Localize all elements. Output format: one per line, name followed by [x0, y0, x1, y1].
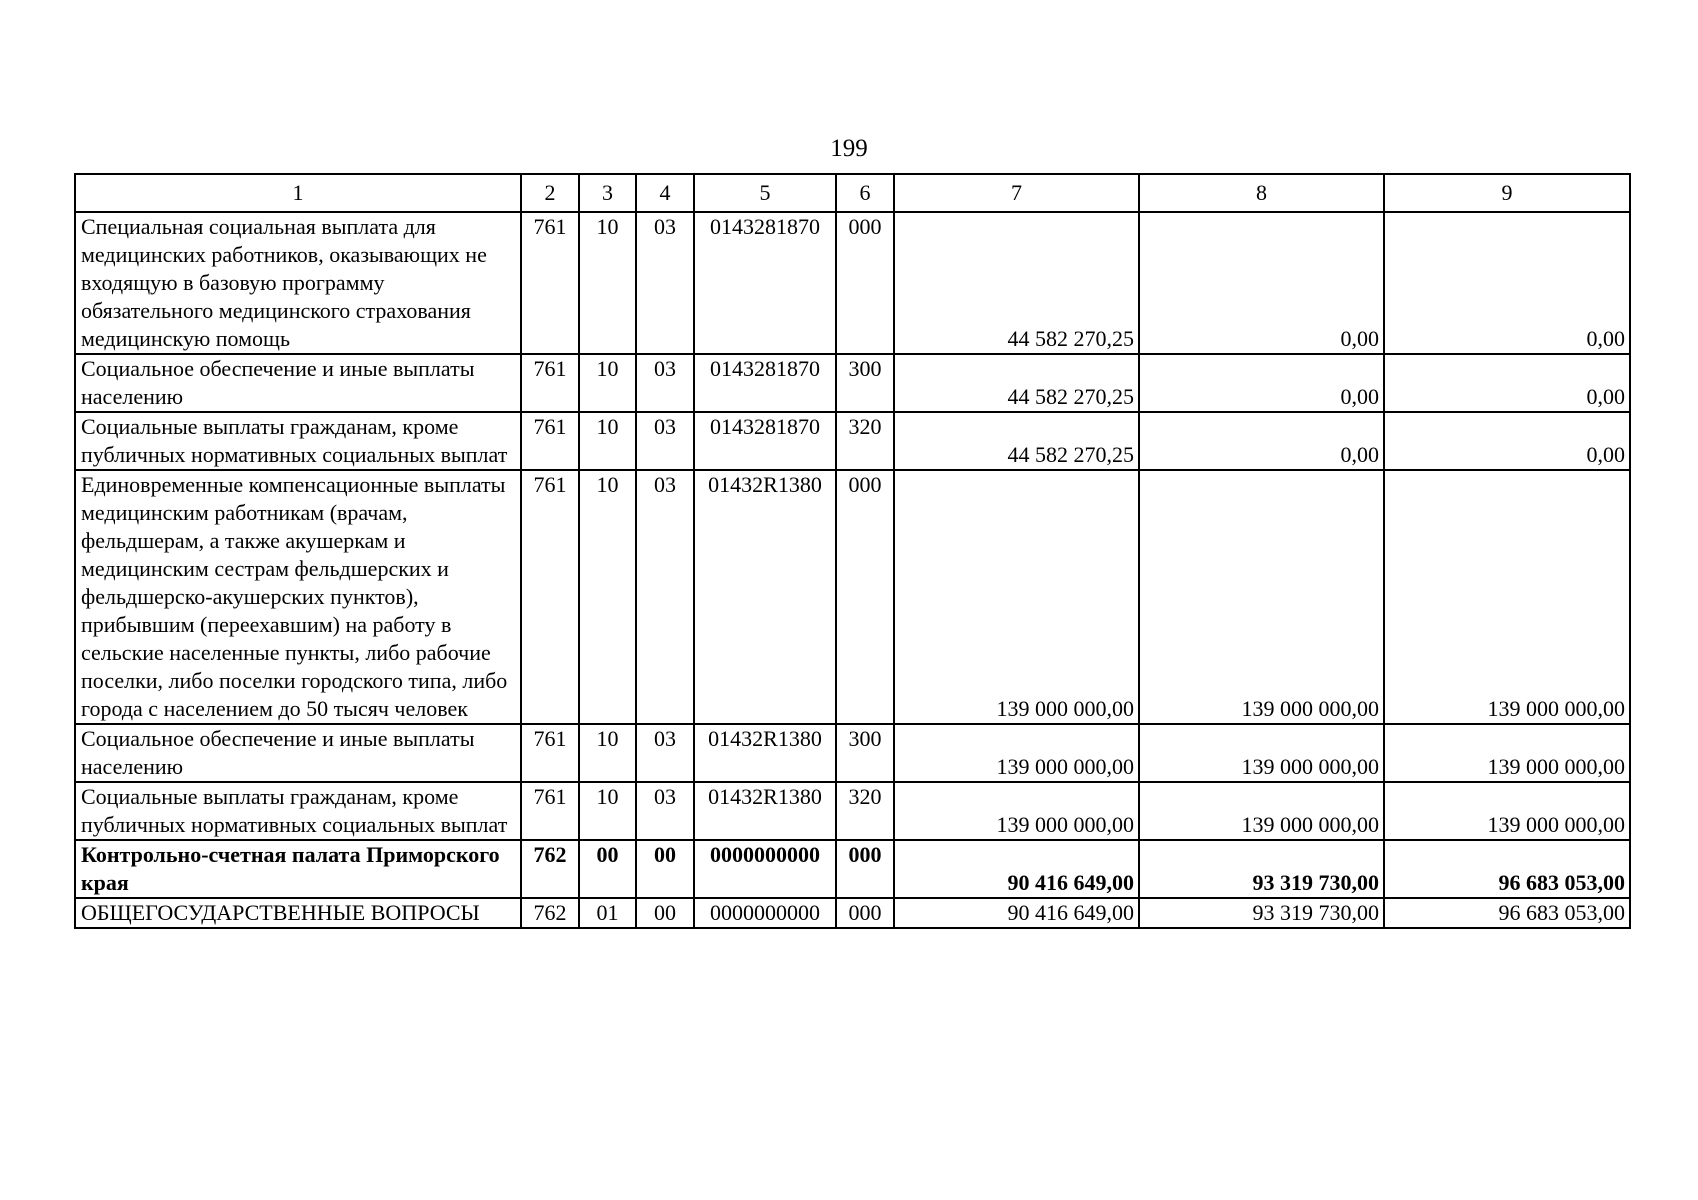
code-cell: 03: [636, 412, 694, 470]
code-cell: 03: [636, 782, 694, 840]
code-cell: 01432R1380: [694, 724, 836, 782]
header-cell: 5: [694, 174, 836, 212]
code-cell: 761: [521, 354, 579, 412]
amount-cell: 44 582 270,25: [894, 354, 1139, 412]
code-cell: 320: [836, 412, 894, 470]
header-cell: 6: [836, 174, 894, 212]
code-cell: 10: [579, 470, 636, 724]
amount-cell: 0,00: [1384, 212, 1630, 354]
code-cell: 761: [521, 782, 579, 840]
row-name: Специальная социальная выплата для медицинских работников, оказывающих не входящую в базовую программу обязательного медицинского страхования медицинскую помощь: [75, 212, 521, 354]
amount-cell: 93 319 730,00: [1139, 840, 1384, 898]
table-row: [75, 354, 1630, 412]
code-cell: 03: [636, 470, 694, 724]
code-cell: 10: [579, 212, 636, 354]
amount-cell: 139 000 000,00: [894, 724, 1139, 782]
row-name: Контрольно-счетная палата Приморского края: [75, 840, 521, 898]
code-cell: 000: [836, 898, 894, 928]
code-cell: 761: [521, 412, 579, 470]
code-cell: 01432R1380: [694, 782, 836, 840]
amount-cell: 96 683 053,00: [1384, 840, 1630, 898]
header-cell: 9: [1384, 174, 1630, 212]
code-cell: 000: [836, 470, 894, 724]
row-name: Социальное обеспечение и иные выплаты населению: [75, 724, 521, 782]
code-cell: 300: [836, 724, 894, 782]
page-number: 199: [830, 135, 868, 162]
amount-cell: 139 000 000,00: [1139, 470, 1384, 724]
amount-cell: 0,00: [1139, 354, 1384, 412]
code-cell: 762: [521, 898, 579, 928]
code-cell: 761: [521, 212, 579, 354]
code-cell: 320: [836, 782, 894, 840]
code-cell: 761: [521, 724, 579, 782]
header-cell: 2: [521, 174, 579, 212]
code-cell: 03: [636, 354, 694, 412]
amount-cell: 96 683 053,00: [1384, 898, 1630, 928]
budget-table: [74, 173, 1631, 929]
amount-cell: 139 000 000,00: [1384, 470, 1630, 724]
header-cell: 3: [579, 174, 636, 212]
header-cell: 4: [636, 174, 694, 212]
code-cell: 300: [836, 354, 894, 412]
table-row: [75, 212, 1630, 354]
code-cell: 000: [836, 212, 894, 354]
amount-cell: 0,00: [1384, 412, 1630, 470]
code-cell: 10: [579, 412, 636, 470]
header-row: [75, 174, 1630, 212]
table-row: [75, 898, 1630, 928]
code-cell: 761: [521, 470, 579, 724]
code-cell: 00: [579, 840, 636, 898]
code-cell: 10: [579, 354, 636, 412]
amount-cell: 0,00: [1384, 354, 1630, 412]
code-cell: 762: [521, 840, 579, 898]
header-cell: 1: [75, 174, 521, 212]
code-cell: 0000000000: [694, 898, 836, 928]
row-name: Социальные выплаты гражданам, кроме публичных нормативных социальных выплат: [75, 412, 521, 470]
code-cell: 0143281870: [694, 354, 836, 412]
amount-cell: 139 000 000,00: [894, 470, 1139, 724]
code-cell: 0143281870: [694, 212, 836, 354]
row-name: Социальные выплаты гражданам, кроме публичных нормативных социальных выплат: [75, 782, 521, 840]
table-row-total: [75, 840, 1630, 898]
code-cell: 00: [636, 898, 694, 928]
amount-cell: 0,00: [1139, 212, 1384, 354]
code-cell: 01: [579, 898, 636, 928]
row-name: Социальное обеспечение и иные выплаты населению: [75, 354, 521, 412]
code-cell: 0000000000: [694, 840, 836, 898]
amount-cell: 139 000 000,00: [1139, 782, 1384, 840]
amount-cell: 44 582 270,25: [894, 212, 1139, 354]
code-cell: 10: [579, 782, 636, 840]
amount-cell: 139 000 000,00: [1384, 724, 1630, 782]
code-cell: 01432R1380: [694, 470, 836, 724]
row-name: ОБЩЕГОСУДАРСТВЕННЫЕ ВОПРОСЫ: [75, 898, 521, 928]
table-row: [75, 782, 1630, 840]
code-cell: 00: [636, 840, 694, 898]
table-row: [75, 412, 1630, 470]
amount-cell: 90 416 649,00: [894, 840, 1139, 898]
header-cell: 7: [894, 174, 1139, 212]
table-row: [75, 470, 1630, 724]
code-cell: 10: [579, 724, 636, 782]
table-row: [75, 724, 1630, 782]
amount-cell: 139 000 000,00: [1139, 724, 1384, 782]
code-cell: 03: [636, 724, 694, 782]
amount-cell: 44 582 270,25: [894, 412, 1139, 470]
amount-cell: 90 416 649,00: [894, 898, 1139, 928]
row-name: Единовременные компенсационные выплаты медицинским работникам (врачам, фельдшерам, а также акушеркам и медицинским сестрам фельдшерских и фельдшерско-акушерских пунктов), прибывшим (переехавшим) на работу в сельские населенные пункты, либо рабочие поселки, либо поселки городского типа, либо города с населением до 50 тысяч человек: [75, 470, 521, 724]
header-cell: 8: [1139, 174, 1384, 212]
code-cell: 03: [636, 212, 694, 354]
code-cell: 0143281870: [694, 412, 836, 470]
amount-cell: 93 319 730,00: [1139, 898, 1384, 928]
amount-cell: 139 000 000,00: [1384, 782, 1630, 840]
amount-cell: 0,00: [1139, 412, 1384, 470]
code-cell: 000: [836, 840, 894, 898]
amount-cell: 139 000 000,00: [894, 782, 1139, 840]
